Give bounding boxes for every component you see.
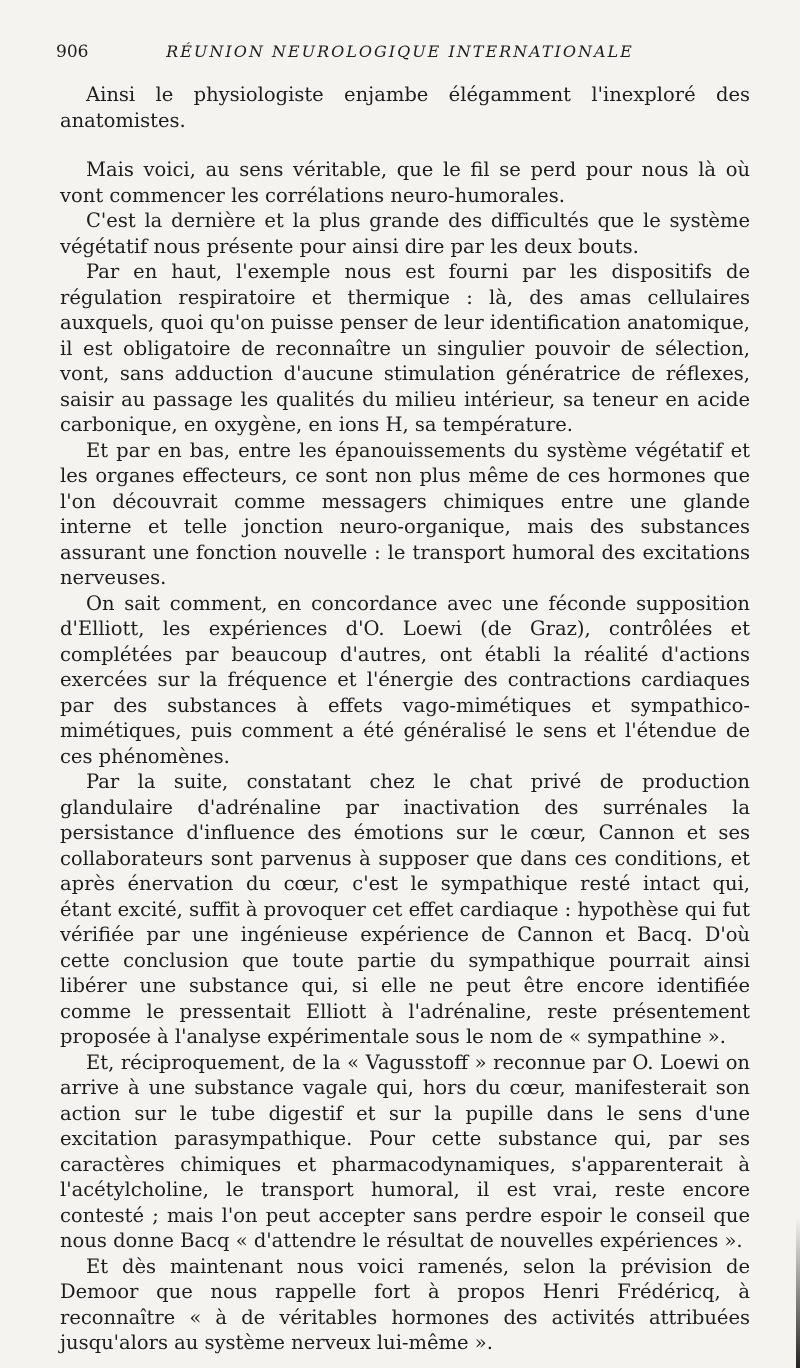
paragraph-7: Par la suite, constatant chez le chat privé de production glandulaire d'adrénaline par inactivation des surrénales la persistance d'influence des émotions sur le cœur, Cannon et ses collaborateurs sont parvenus à supposer que dans ces conditions, et après énervation du cœur, c'est le sympathique resté intact qui, étant excité, suffit à provoquer cet effet cardiaque : hypothèse qui fut vérifiée par une ingénieuse expérience de Cannon et Bacq. D'où cette conclusion que toute partie du sympathique pourrait ainsi libérer une substance qui, si elle ne peut être encore identifiée comme le pressentait Elliott à l'adrénaline, reste présentement proposée à l'analyse expérimentale sous le nom de « sympathine ». xyxy=(60,770,750,1048)
paragraph-9: Et dès maintenant nous voici ramenés, selon la prévision de Demoor que nous rappelle fort à propos Henri Frédéricq, à reconnaître « à de véritables hormones des activités attribuées jusqu'alors au système nerveux lui-même ». xyxy=(60,1254,750,1354)
binding-shadow xyxy=(796,1218,800,1368)
paragraph-4: Par en haut, l'exemple nous est fourni par les dispositifs de régulation respiratoire et thermique : là, des amas cellulaires auxquels, quoi qu'on puisse penser de leur identification anatomique, il est obligatoire de reconnaître un singulier pouvoir de sélection, vont, sans adduction d'aucune stimulation génératrice de réflexes, saisir au passage les qualités du milieu intérieur, sa teneur en acide carbonique, en oxygène, en ions H, sa température. xyxy=(60,260,750,436)
page-number: 906 xyxy=(56,42,89,62)
paragraph-5: Et par en bas, entre les épanouissements du système végétatif et les organes effecteurs, ce sont non plus même de ces hormones que l'on découvrait comme messagers chimiques entre une glande interne et telle jonction neuro-organique, mais des substances assurant une fonction nouvelle : le transport humoral des excitations nerveuses. xyxy=(60,438,750,589)
page-header xyxy=(56,42,744,62)
running-head: RÉUNION NEUROLOGIQUE INTERNATIONALE xyxy=(166,42,634,61)
paragraph-2: Mais voici, au sens véritable, que le fil se perd pour nous là où vont commencer les corrélations neuro-humorales. xyxy=(60,158,750,207)
paragraph-1: Ainsi le physiologiste enjambe élégamment l'inexploré des anatomistes. xyxy=(60,83,750,132)
paragraph-8: Et, réciproquement, de la « Vagusstoff » reconnue par O. Loewi on arrive à une substance vagale qui, hors du cœur, manifesterait son action sur le tube digestif et sur la pupille dans le sens d'une excitation parasympathique. Pour cette substance qui, par ses caractères chimiques et pharmacodynamiques, s'apparenterait à l'acétylcholine, le transport humoral, il est vrai, reste encore contesté ; mais l'on peut accepter sans perdre espoir le conseil que nous donne Bacq « d'attendre le résultat de nouvelles expériences ». xyxy=(60,1050,750,1252)
paragraph-3: C'est la dernière et la plus grande des difficultés que le système végétatif nous présente pour ainsi dire par les deux bouts. xyxy=(60,209,750,258)
body-text xyxy=(60,82,750,1356)
paragraph-6: On sait comment, en concordance avec une féconde supposition d'Elliott, les expériences d'O. Loewi (de Graz), contrôlées et complétées par beaucoup d'autres, ont établi la réalité d'actions exercées sur la fréquence et l'énergie des contractions cardiaques par des substances à effets vago-mimétiques et sympathico-mimétiques, puis comment a été généralisé le sens et l'étendue de ces phénomènes. xyxy=(60,591,750,768)
